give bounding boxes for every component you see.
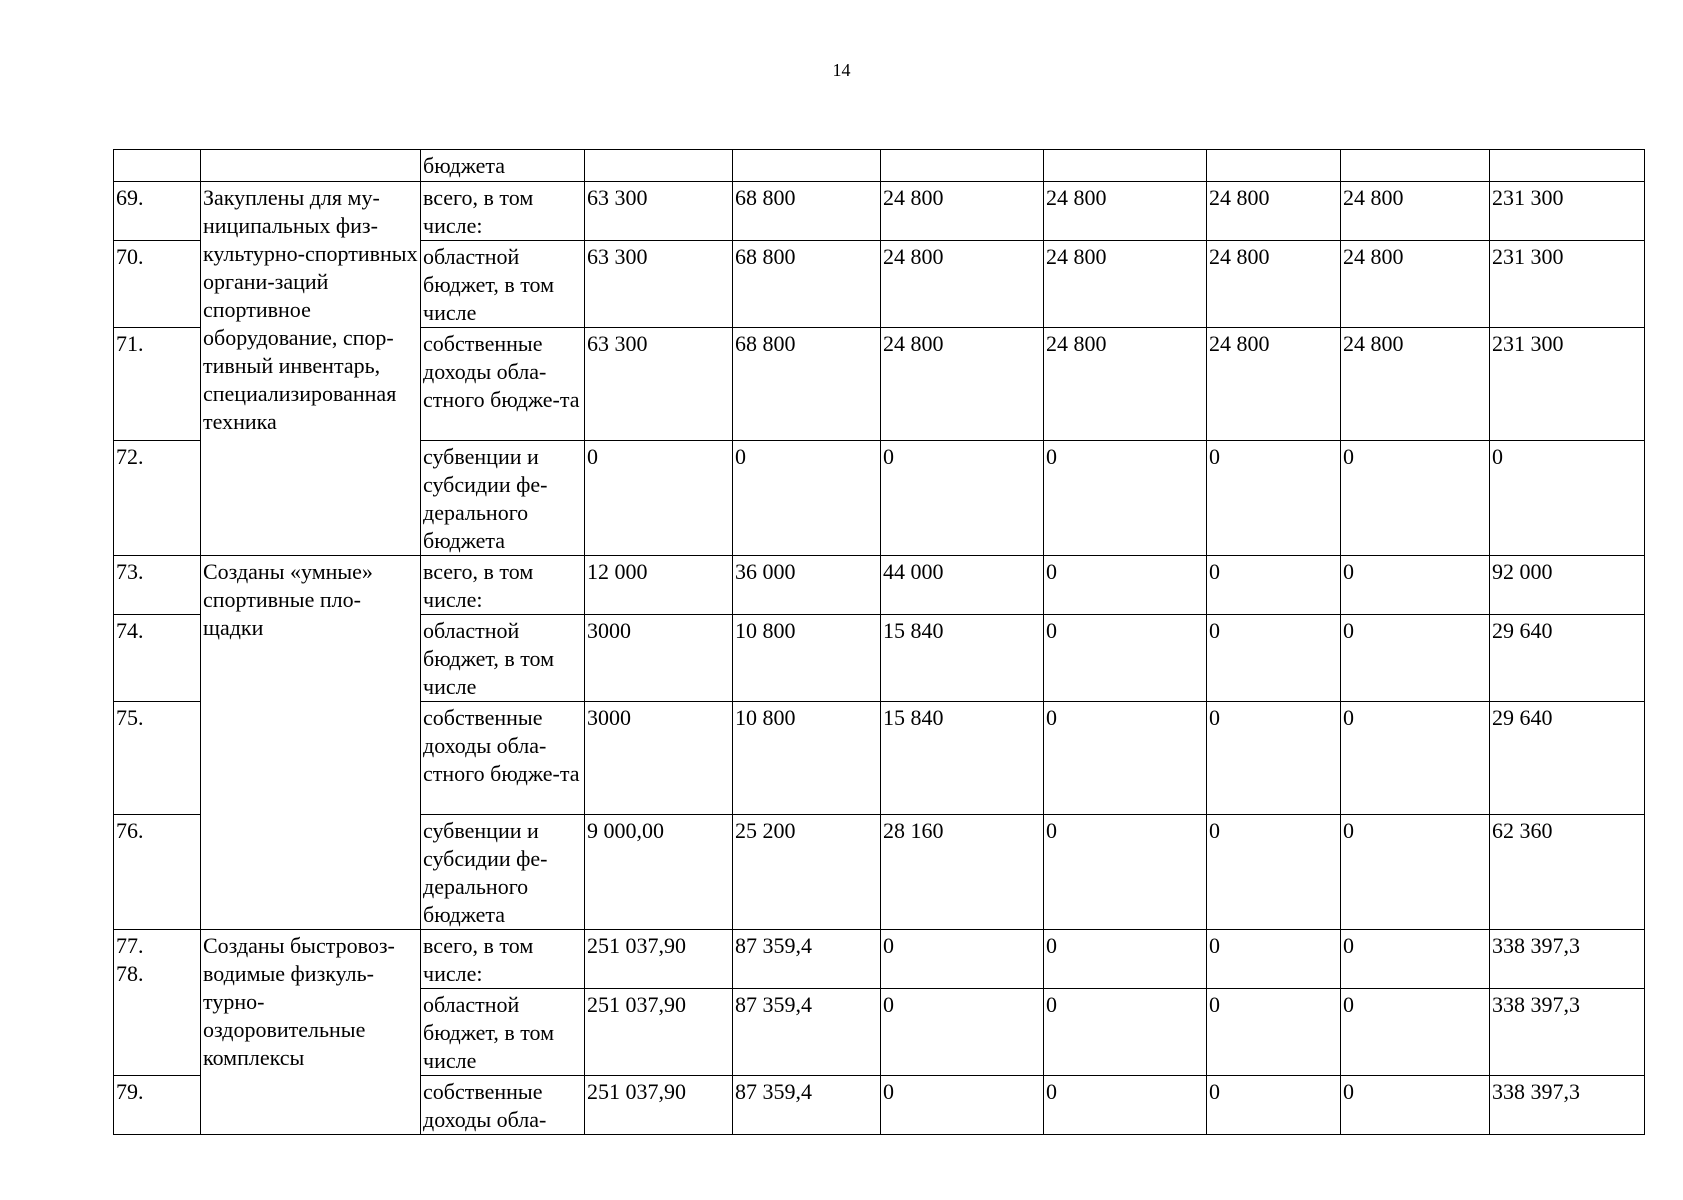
cell-value: 0 [881, 989, 1044, 1076]
cell-value [1044, 150, 1207, 182]
cell-number: 74. [114, 615, 201, 702]
cell-value: 0 [1044, 615, 1207, 702]
cell-value: 231 300 [1490, 241, 1645, 328]
cell-value: 0 [1207, 815, 1341, 930]
cell-number: 79. [114, 1076, 201, 1135]
cell-value: 0 [1341, 989, 1490, 1076]
cell-value: 0 [1044, 989, 1207, 1076]
cell-name: Закуплены для му-ниципальных физ-культурно-спортивных органи-заций спортивное оборудование, спор-тивный инвентарь, специализированная техника [201, 182, 421, 556]
row-number: 78. [116, 961, 144, 986]
cell-number: 75. [114, 702, 201, 815]
cell-value: 0 [1341, 556, 1490, 615]
cell-value: 0 [1044, 930, 1207, 989]
cell-value: 251 037,90 [585, 930, 733, 989]
cell-value: 36 000 [733, 556, 881, 615]
cell-value: 24 800 [881, 182, 1044, 241]
cell-value: 87 359,4 [733, 989, 881, 1076]
cell-value: 0 [1044, 441, 1207, 556]
table-row [114, 182, 1645, 241]
cell-value [585, 150, 733, 182]
cell-value: 0 [1490, 441, 1645, 556]
cell-value: 0 [1044, 556, 1207, 615]
cell-source: всего, в том числе: [421, 556, 585, 615]
cell-value: 0 [1207, 1076, 1341, 1135]
cell-value [881, 150, 1044, 182]
cell-value: 0 [1044, 1076, 1207, 1135]
cell-value: 0 [1207, 702, 1341, 815]
cell-value: 68 800 [733, 241, 881, 328]
cell-value: 24 800 [1044, 328, 1207, 441]
table-row-continuation [114, 150, 1645, 182]
cell-value: 231 300 [1490, 182, 1645, 241]
page-number: 14 [832, 60, 851, 80]
cell-value: 0 [1341, 702, 1490, 815]
cell-value: 10 800 [733, 702, 881, 815]
cell-value: 12 000 [585, 556, 733, 615]
table-row [114, 930, 1645, 989]
cell-value: 0 [1207, 441, 1341, 556]
cell-source: областной бюджет, в том числе [421, 989, 585, 1076]
cell-value: 24 800 [881, 241, 1044, 328]
cell-number: 71. [114, 328, 201, 441]
cell-value: 338 397,3 [1490, 1076, 1645, 1135]
cell-value [1207, 150, 1341, 182]
cell-value: 24 800 [1341, 328, 1490, 441]
cell-value: 0 [733, 441, 881, 556]
cell-value: 0 [1207, 930, 1341, 989]
cell-value: 3000 [585, 702, 733, 815]
cell-value: 15 840 [881, 615, 1044, 702]
budget-table [113, 149, 1645, 1135]
cell-value: 0 [585, 441, 733, 556]
cell-value: 3000 [585, 615, 733, 702]
cell-source: областной бюджет, в том числе [421, 241, 585, 328]
cell-value: 0 [881, 1076, 1044, 1135]
cell-value: 251 037,90 [585, 989, 733, 1076]
cell-name: Созданы быстровоз-водимые физкуль-турно-оздоровительные комплексы [201, 930, 421, 1135]
cell-value: 0 [881, 441, 1044, 556]
cell-value: 87 359,4 [733, 930, 881, 989]
cell-source: всего, в том числе: [421, 930, 585, 989]
cell-number: 72. [114, 441, 201, 556]
cell-value: 24 800 [1044, 182, 1207, 241]
cell-value: 0 [1207, 615, 1341, 702]
cell-value: 0 [1044, 815, 1207, 930]
cell-source: собственные доходы обла- [421, 1076, 585, 1135]
cell-value: 24 800 [1207, 328, 1341, 441]
cell-value [1341, 150, 1490, 182]
cell-value: 25 200 [733, 815, 881, 930]
cell-value: 63 300 [585, 328, 733, 441]
cell-value: 63 300 [585, 241, 733, 328]
cell-value: 0 [1341, 930, 1490, 989]
cell-name [201, 150, 421, 182]
row-number: 77. [116, 933, 144, 958]
cell-source: собственные доходы обла-стного бюдже-та [421, 702, 585, 815]
cell-value: 92 000 [1490, 556, 1645, 615]
cell-value: 24 800 [1044, 241, 1207, 328]
table-row [114, 556, 1645, 615]
cell-source: бюджета [421, 150, 585, 182]
cell-number [114, 930, 201, 1076]
cell-value: 231 300 [1490, 328, 1645, 441]
cell-value: 28 160 [881, 815, 1044, 930]
cell-value: 0 [881, 930, 1044, 989]
cell-value: 0 [1341, 615, 1490, 702]
cell-value: 251 037,90 [585, 1076, 733, 1135]
cell-value [733, 150, 881, 182]
cell-value: 87 359,4 [733, 1076, 881, 1135]
cell-number: 76. [114, 815, 201, 930]
cell-source: собственные доходы обла-стного бюдже-та [421, 328, 585, 441]
cell-value: 0 [1341, 441, 1490, 556]
cell-number: 69. [114, 182, 201, 241]
cell-value: 0 [1341, 1076, 1490, 1135]
cell-value: 29 640 [1490, 615, 1645, 702]
cell-value: 10 800 [733, 615, 881, 702]
cell-value: 68 800 [733, 328, 881, 441]
cell-value: 44 000 [881, 556, 1044, 615]
cell-value: 0 [1207, 556, 1341, 615]
cell-value: 24 800 [881, 328, 1044, 441]
cell-value: 0 [1341, 815, 1490, 930]
cell-value: 338 397,3 [1490, 930, 1645, 989]
cell-value [1490, 150, 1645, 182]
cell-value: 24 800 [1341, 182, 1490, 241]
cell-number: 70. [114, 241, 201, 328]
cell-value: 29 640 [1490, 702, 1645, 815]
cell-value: 24 800 [1341, 241, 1490, 328]
cell-number: 73. [114, 556, 201, 615]
cell-source: всего, в том числе: [421, 182, 585, 241]
cell-value: 15 840 [881, 702, 1044, 815]
cell-name: Созданы «умные» спортивные пло-щадки [201, 556, 421, 930]
cell-source: субвенции и субсидии фе-дерального бюджета [421, 815, 585, 930]
cell-source: областной бюджет, в том числе [421, 615, 585, 702]
cell-value: 24 800 [1207, 182, 1341, 241]
cell-number [114, 150, 201, 182]
cell-value: 9 000,00 [585, 815, 733, 930]
cell-value: 24 800 [1207, 241, 1341, 328]
cell-value: 68 800 [733, 182, 881, 241]
cell-value: 0 [1044, 702, 1207, 815]
cell-value: 63 300 [585, 182, 733, 241]
cell-value: 62 360 [1490, 815, 1645, 930]
cell-value: 0 [1207, 989, 1341, 1076]
cell-source: субвенции и субсидии фе-дерального бюджета [421, 441, 585, 556]
cell-value: 338 397,3 [1490, 989, 1645, 1076]
